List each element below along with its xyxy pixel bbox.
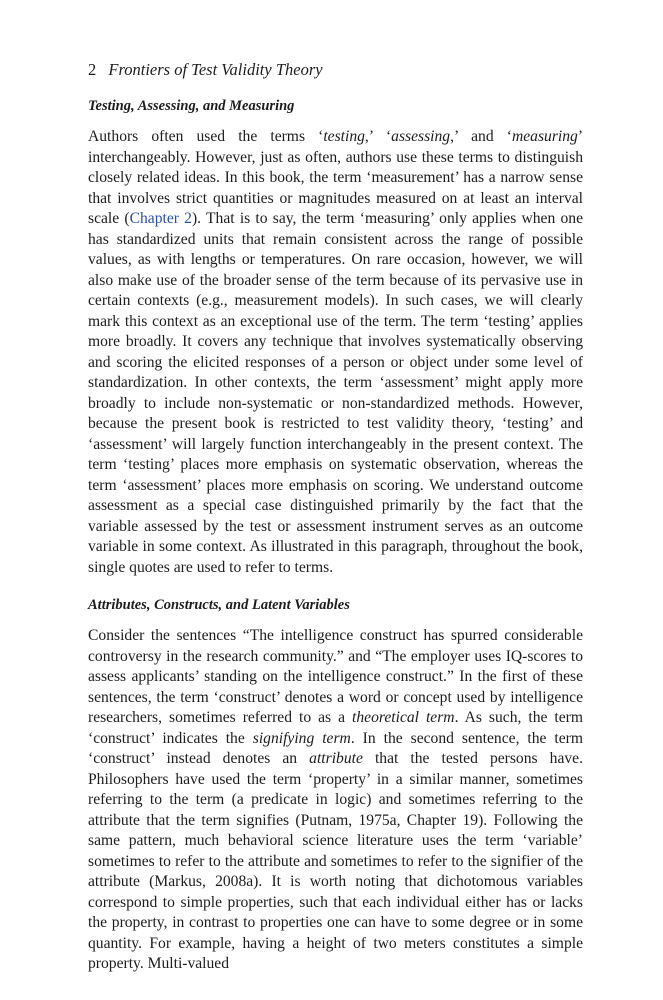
section-gap bbox=[88, 578, 583, 596]
term-assessing: assessing bbox=[391, 128, 451, 145]
text-run: that the tested persons have. Philosophers have used the term ‘property’ in a similar manner, sometimes referring to the term (a predicate in logic) and sometimes referring to the attribute that the term signifies (Putnam, 1975a, Chapter 19). Following the same pattern, much behavioral science literature uses the term ‘variable’ sometimes to refer to the attribute and sometimes to refer to the signifier of the attribute (Markus, 2008a). It is worth noting that dichotomous variables correspond to simple properties, such that each individual either has or lacks the property, in contrast to properties one can have to some degree or in some quantity. For example, having a height of two meters constitutes a simple property. Multi-valued bbox=[88, 750, 583, 972]
chapter-2-link[interactable]: Chapter 2 bbox=[129, 210, 192, 227]
term-attribute: attribute bbox=[309, 750, 363, 767]
term-signifying: signifying term bbox=[252, 729, 351, 747]
section-heading-attributes: Attributes, Constructs, and Latent Variables bbox=[88, 597, 350, 613]
term-testing: testing bbox=[323, 128, 365, 145]
term-measuring: measuring bbox=[511, 128, 578, 145]
text-run: ,’ ‘ bbox=[364, 128, 392, 145]
text-run: ’ interchangeably. However, just as often, authors use these terms to distinguish closely related ideas. In this book, the term ‘measurement’ has a narrow sense that involves strict quantities or magnitudes measured on at least an interval scale ( bbox=[88, 128, 584, 227]
paragraph-testing bbox=[88, 127, 583, 578]
text-run: . As such, the term ‘construct’ indicates the bbox=[88, 709, 583, 747]
text-run: Consider the sentences “The intelligence construct has spurred considerable controversy in the research community.” and “The employer uses IQ-scores to assess applicants’ standing on the intelligence construct.” In the first of these sentences, the term ‘construct’ denotes a word or concept used by intelligence researchers, sometimes referred to as a bbox=[88, 627, 583, 726]
text-run: ). That is to say, the term ‘measuring’ only applies when one has standardized units that remain consistent across the range of possible values, as with lengths or temperatures. On rare occasion, however, we will also make use of the broader sense of the term because of its pervasive use in certain contexts (e.g., measurement models). In such cases, we will clearly mark this context as an exceptional use of the term. The term ‘testing’ applies more broadly. It covers any technique that involves systematically observing and scoring the elicited responses of a person or object under some level of standardization. In other contexts, the term ‘assessment’ might apply more broadly to include non-systematic or non-standardized methods. However, because the present book is restricted to test validity theory, ‘testing’ and ‘assessment’ will largely function interchangeably in the present context. The term ‘testing’ places more emphasis on systematic observation, whereas the term ‘assessment’ places more emphasis on scoring. We understand outcome assessment as a special case distinguished primarily by the fact that the variable assessed by the test or assessment instrument serves as an outcome variable in some context. As illustrated in this paragraph, throughout the book, single quotes are used to refer to terms. bbox=[88, 210, 584, 576]
running-head bbox=[88, 60, 583, 80]
term-theoretical: theoretical term bbox=[352, 709, 455, 726]
book-title: Frontiers of Test Validity Theory bbox=[108, 60, 323, 79]
text-run: ,’ and ‘ bbox=[450, 128, 512, 145]
text-run: Authors often used the terms ‘ bbox=[88, 128, 324, 145]
page-number: 2 bbox=[88, 60, 97, 79]
paragraph-attributes bbox=[88, 626, 583, 975]
section-heading-testing: Testing, Assessing, and Measuring bbox=[88, 98, 295, 114]
text-run: . In the second sentence, the term ‘construct’ instead denotes an bbox=[88, 729, 584, 767]
